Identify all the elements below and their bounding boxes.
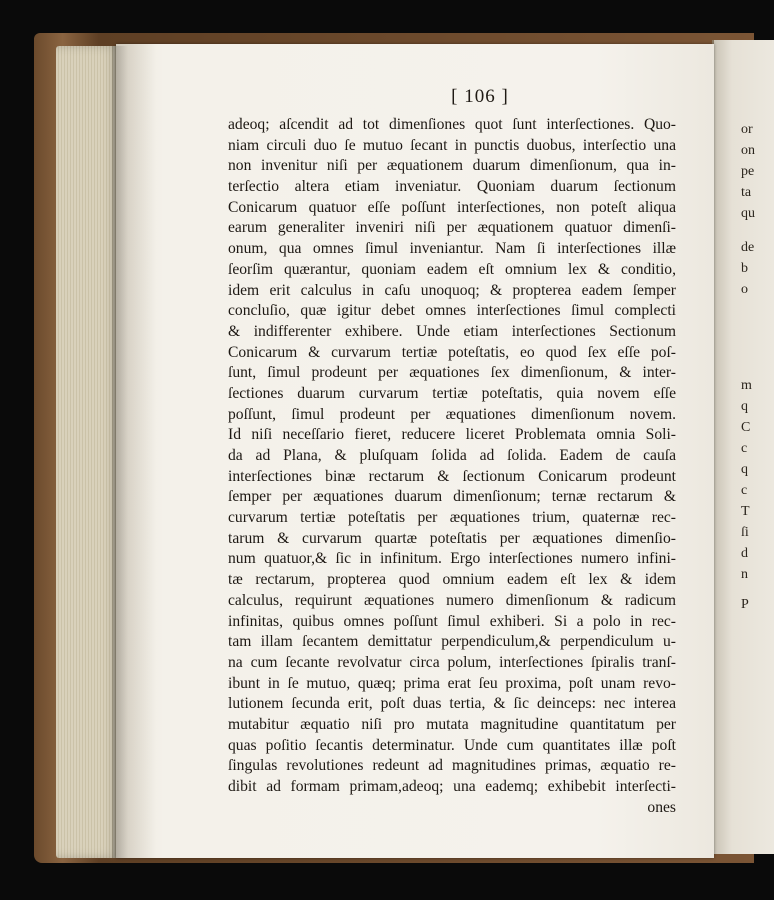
next-page-fragment: ta bbox=[741, 185, 752, 200]
text-line: ſemper per æquationes duarum dimenſionum; ternæ rectarum & bbox=[228, 488, 676, 506]
text-line: ibunt in ſe mutuo, quæq; prima erat ſeu proxima, poſt unam revo- bbox=[228, 674, 676, 692]
text-line: ſingulas revolutiones redeunt ad magnitudines primas, æquatio re- bbox=[228, 757, 676, 775]
text-line: calculus, requirunt æquationes numero dimenſionum & radicum bbox=[228, 591, 676, 609]
next-page-fragment: c bbox=[741, 483, 748, 498]
next-page-fragment: n bbox=[741, 567, 748, 582]
next-page-fragment: qu bbox=[741, 206, 755, 221]
next-page-fragment: d bbox=[741, 546, 748, 561]
text-line: da ad Plana, & pluſquam ſolida ad ſolida. Eadem de cauſa bbox=[228, 447, 676, 464]
next-page-fragment: pe bbox=[741, 164, 755, 179]
next-page-fragment: ſi bbox=[741, 525, 749, 540]
text-line: concluſio, quæ igitur debet omnes interſectiones ſimul complecti bbox=[228, 302, 676, 320]
text-line: mutabitur æquatio niſi pro mutata magnitudine quantitatum per bbox=[228, 715, 676, 733]
text-line: ſunt, ſimul prodeunt per æquationes ſex dimenſionum, & inter- bbox=[228, 364, 676, 382]
next-page-fragment: on bbox=[741, 143, 755, 158]
text-line: ſectiones duarum curvarum tertiæ poteſtatis, quia novem eſſe bbox=[228, 384, 676, 402]
page-edges bbox=[56, 46, 118, 858]
next-page-fragment: m bbox=[741, 378, 752, 393]
next-page-fragment: q bbox=[741, 462, 748, 477]
next-page-fragment: C bbox=[741, 420, 751, 435]
text-line: num quatuor,& ſic in infinitum. Ergo interſectiones numero infini- bbox=[228, 550, 676, 568]
page-text bbox=[228, 115, 676, 818]
text-line: earum generaliter inveniri niſi per æquationem quatuor dimenſi- bbox=[228, 219, 676, 237]
text-line: onum, qua omnes ſimul inveniantur. Nam ſi interſectiones illæ bbox=[228, 240, 676, 258]
next-page-fragment: b bbox=[741, 261, 748, 276]
text-line: Conicarum quatuor eſſe poſſunt interſectiones, non poteſt aliqua bbox=[228, 198, 676, 216]
next-page-fragment: c bbox=[741, 441, 748, 456]
text-line: curvarum tertiæ poteſtatis per æquationes trium, quaternæ rec- bbox=[228, 509, 676, 527]
next-page-fragment: o bbox=[741, 282, 748, 297]
text-line: Id niſi neceſſario fieret, reducere liceret Problemata omnia Soli- bbox=[228, 426, 676, 444]
text-line: poſſunt, ſimul prodeunt per æquationes dimenſionum novem. bbox=[228, 405, 676, 423]
text-line: quas poſitio ſecantis determinatur. Unde cum quantitates illæ poſt bbox=[228, 736, 676, 754]
text-line: idem erit calculus in caſu unoquoq; & propterea eadem ſemper bbox=[228, 281, 676, 299]
next-page-fragment: de bbox=[741, 240, 755, 255]
text-line: lutionem ſecunda erit, poſt duas tertia, & ſic deinceps: nec interea bbox=[228, 695, 676, 713]
text-line: tarum & curvarum quartæ poteſtatis per æquationes dimenſio- bbox=[228, 529, 676, 547]
text-line: terſectio altera etiam inveniatur. Quoniam duarum ſectionum bbox=[228, 178, 676, 196]
text-line: tæ rectarum, propterea quod omnium eadem eſt lex & idem bbox=[228, 571, 676, 589]
text-line: ſeorſim quærantur, quoniam eadem eſt omnium lex & conditio, bbox=[228, 260, 676, 278]
text-line: & indifferenter exhibere. Unde etiam interſectiones Sectionum bbox=[228, 322, 676, 340]
text-line: interſectiones binæ rectarum & ſectionum Conicarum prodeunt bbox=[228, 467, 676, 485]
text-line: adeoq; aſcendit ad tot dimenſiones quot ſunt interſectiones. Quo- bbox=[228, 116, 676, 133]
next-page-fragment: T bbox=[741, 504, 750, 519]
text-line: tam illam ſecantem demittatur perpendiculum,& perpendiculum u- bbox=[228, 633, 676, 651]
text-line: dibit ad formam primam,adeoq; una eademq; exhibebit interſecti- bbox=[228, 778, 676, 795]
next-page-fragment: q bbox=[741, 399, 748, 414]
text-line: infinitas, quibus omnes poſſunt ſimul exhiberi. Si a polo in rec- bbox=[228, 612, 676, 630]
next-page-fragment: or bbox=[741, 122, 753, 137]
page-number: [ 106 ] bbox=[451, 86, 509, 107]
text-line: non invenitur niſi per æquationem duarum dimenſionum, qua in- bbox=[228, 157, 676, 175]
text-line: Conicarum & curvarum tertiæ poteſtatis, eo quod ſex eſſe poſ- bbox=[228, 343, 676, 361]
edge-shadow bbox=[112, 46, 128, 858]
text-line: na cum ſecante revolvatur circa polum, interſectiones ſpiralis tranſ- bbox=[228, 653, 676, 671]
next-page-fragment: P bbox=[741, 597, 749, 612]
catchword: ones bbox=[647, 798, 676, 816]
text-line: niam circuli duo ſe mutuo ſecant in punctis duobus, interſectio una bbox=[228, 136, 676, 154]
